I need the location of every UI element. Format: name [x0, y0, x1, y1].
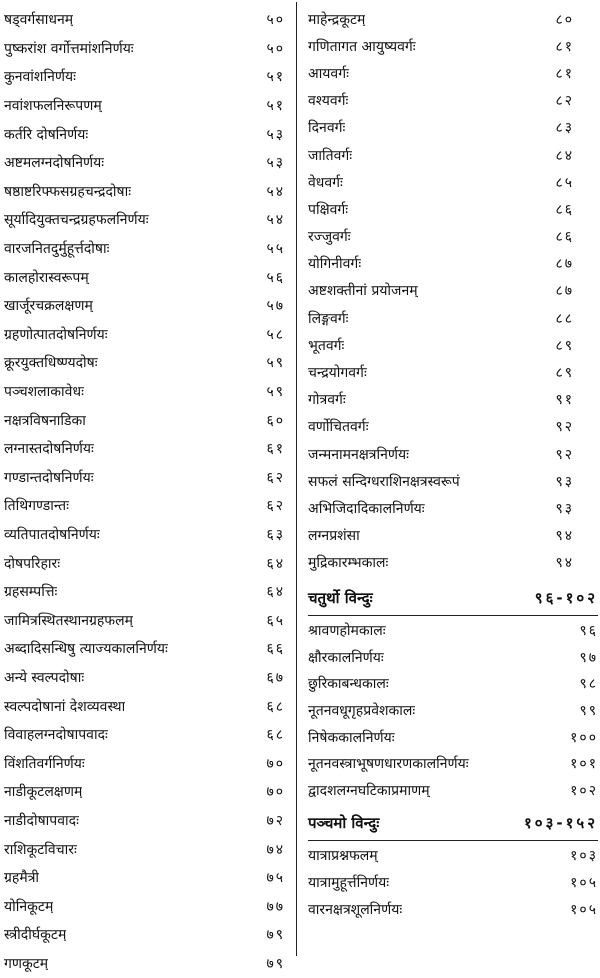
toc-entry-page: १०३	[570, 848, 598, 865]
toc-entry-title: गणकूटम्	[4, 955, 49, 972]
toc-entry-page: ५१	[266, 98, 285, 115]
toc-entry-title: गोत्रवर्गः	[308, 392, 346, 409]
toc-entry-page: ८६	[555, 229, 574, 246]
toc-entry-page: ६६	[266, 641, 285, 658]
toc-entry	[4, 206, 291, 235]
toc-entry	[4, 921, 291, 950]
toc-entry-page: ७२	[266, 812, 285, 829]
toc-entry-page: ८७	[555, 256, 574, 273]
toc-entry-page: ५१	[266, 69, 285, 86]
toc-entry-title: क्षौरकालनिर्णयः	[308, 649, 384, 666]
toc-entry	[308, 645, 598, 672]
toc-entry	[4, 6, 291, 35]
section-divider	[308, 615, 598, 616]
toc-entry-page: ९४	[555, 528, 574, 545]
toc-entry	[308, 441, 598, 468]
toc-entry-page: ६४	[266, 584, 285, 601]
toc-entry	[308, 778, 598, 805]
toc-entry-page: ८१	[555, 38, 574, 55]
contents-right-column	[308, 6, 598, 923]
toc-entry	[4, 635, 291, 664]
toc-entry	[4, 664, 291, 693]
toc-entry	[308, 468, 598, 495]
toc-entry-page: ५५	[266, 241, 285, 258]
toc-entry-title: नूतनवस्त्राभूषणधारणकालनिर्णयः	[308, 756, 469, 773]
toc-entry-title: दोषपरिहारः	[4, 555, 61, 572]
section-page-range: १०३-१५२	[523, 814, 598, 833]
toc-entry	[308, 843, 598, 870]
toc-entry-page: ९७	[579, 649, 598, 666]
section-heading	[308, 585, 598, 611]
toc-entry-title: निषेककालनिर्णयः	[308, 729, 395, 746]
toc-entry	[4, 349, 291, 378]
toc-entry-title: ग्रहसम्पत्तिः	[4, 584, 58, 601]
toc-entry	[308, 332, 598, 359]
toc-entry	[4, 864, 291, 893]
toc-entry-title: कर्तरि दोषनिर्णयः	[4, 126, 89, 143]
toc-entry	[4, 35, 291, 64]
column-divider	[296, 2, 297, 956]
toc-entry-title: विंशतिवर्गनिर्णयः	[4, 755, 85, 772]
toc-entry-title: लग्नप्रशंसा	[308, 528, 360, 545]
toc-entry-title: विवाहलग्नदोषापवादः	[4, 727, 108, 744]
toc-entry-title: मुद्रिकारम्भकालः	[308, 555, 389, 572]
toc-entry-title: नाडीदोषापवादः	[4, 812, 79, 829]
toc-entry	[308, 196, 598, 223]
toc-entry	[308, 724, 598, 751]
toc-entry	[308, 523, 598, 550]
toc-entry-page: ८१	[555, 65, 574, 82]
toc-entry-title: अभिजिदादिकालनिर्णयः	[308, 500, 425, 517]
toc-entry-page: ९४	[555, 555, 574, 572]
toc-entry-title: राशिकूटविचारः	[4, 841, 77, 858]
toc-entry-page: ५८	[266, 326, 285, 343]
toc-entry-title: वेधवर्गः	[308, 174, 343, 191]
toc-entry	[4, 549, 291, 578]
toc-entry	[4, 464, 291, 493]
toc-entry-page: ८०	[555, 11, 574, 28]
toc-entry-title: अब्दादिसन्धिषु त्याज्यकालनिर्णयः	[4, 641, 168, 658]
toc-entry	[4, 778, 291, 807]
toc-entry	[308, 305, 598, 332]
toc-entry	[4, 263, 291, 292]
toc-entry-page: ५३	[266, 155, 285, 172]
toc-entry-title: सफलं सन्दिग्धराशिनक्षत्रस्वरूपं	[308, 473, 460, 490]
toc-entry	[4, 120, 291, 149]
toc-entry-page: ५०	[266, 40, 285, 57]
toc-entry	[4, 492, 291, 521]
toc-entry-title: ग्रहमैत्री	[4, 870, 40, 887]
toc-entry-title: यात्राप्रश्नफलम्	[308, 848, 378, 865]
toc-entry-page: ५४	[266, 212, 285, 229]
toc-entry-page: १०१	[570, 756, 598, 773]
toc-entry-title: नक्षत्रविषनाडिका	[4, 412, 86, 429]
toc-entry-title: श्रावणहोमकालः	[308, 623, 386, 640]
toc-entry-title: स्वल्पदोषानां देशव्यवस्था	[4, 698, 126, 715]
toc-entry	[308, 698, 598, 725]
toc-entry-page: ६४	[266, 555, 285, 572]
section-heading-title: पञ्चमो विन्दुः	[308, 814, 380, 833]
toc-entry	[4, 235, 291, 264]
toc-entry-page: ५४	[266, 183, 285, 200]
toc-entry-title: तिथिगण्डान्तः	[4, 498, 69, 515]
toc-entry-page: ९३	[555, 500, 574, 517]
toc-entry-page: ९८	[579, 676, 598, 693]
toc-entry	[4, 950, 291, 978]
toc-entry-title: जन्मनामनक्षत्रनिर्णयः	[308, 446, 409, 463]
toc-entry	[4, 378, 291, 407]
toc-entry	[308, 142, 598, 169]
toc-entry-title: रज्जुवर्गः	[308, 229, 351, 246]
toc-entry-title: लिङ्गवर्गः	[308, 310, 349, 327]
toc-entry-page: ६२	[266, 469, 285, 486]
toc-entry	[4, 749, 291, 778]
contents-left-column	[4, 6, 291, 978]
toc-entry-page: ५६	[266, 269, 285, 286]
toc-entry-title: जामित्रस्थितस्थानग्रहफलम्	[4, 612, 133, 629]
toc-entry-page: ७०	[266, 755, 285, 772]
toc-entry-title: वश्यवर्गः	[308, 93, 349, 110]
toc-entry-page: ८६	[555, 201, 574, 218]
toc-entry-title: नवांशफलनिरूपणम्	[4, 98, 102, 115]
toc-entry-page: ८४	[555, 147, 574, 164]
toc-entry	[308, 6, 598, 33]
toc-entry-page: ८८	[555, 310, 574, 327]
toc-entry-title: आयवर्गः	[308, 65, 349, 82]
toc-entry-page: १०२	[570, 782, 598, 799]
toc-entry-page: ६५	[266, 612, 285, 629]
toc-entry	[308, 870, 598, 897]
toc-entry-page: ८९	[555, 337, 574, 354]
toc-entry-title: अष्टमलग्नदोषनिर्णयः	[4, 155, 105, 172]
toc-entry-title: षड्वर्गसाधनम्	[4, 12, 74, 29]
toc-entry-page: ६२	[266, 498, 285, 515]
toc-entry-page: ९३	[555, 473, 574, 490]
toc-entry	[4, 606, 291, 635]
toc-entry	[4, 406, 291, 435]
toc-entry	[4, 149, 291, 178]
toc-entry-page: ७०	[266, 784, 285, 801]
toc-entry	[4, 807, 291, 836]
toc-entry-title: नूतनवधूगृहप्रवेशकालः	[308, 703, 416, 720]
toc-entry-page: ८२	[555, 93, 574, 110]
toc-entry-title: सूर्यादियुक्तचन्द्रग्रहफलनिर्णयः	[4, 212, 149, 229]
toc-entry	[4, 835, 291, 864]
toc-entry-title: पुष्करांश वर्गोत्तमांशनिर्णयः	[4, 40, 134, 57]
toc-entry-page: ५०	[266, 12, 285, 29]
toc-entry	[308, 387, 598, 414]
toc-entry	[308, 33, 598, 60]
toc-entry	[308, 359, 598, 386]
toc-entry-page: ७४	[266, 841, 285, 858]
toc-entry	[4, 521, 291, 550]
toc-entry	[308, 550, 598, 577]
toc-entry-page: ८७	[555, 283, 574, 300]
section-heading	[308, 810, 598, 836]
toc-entry-title: अष्टशक्तीनां प्रयोजनम्	[308, 283, 418, 300]
toc-entry-page: ६८	[266, 698, 285, 715]
toc-entry-title: यात्रामुहूर्त्तनिर्णयः	[308, 874, 390, 891]
toc-entry	[308, 115, 598, 142]
toc-entry-page: ६७	[266, 669, 285, 686]
toc-entry-page: १०५	[570, 901, 598, 918]
toc-entry-title: कुनवांशनिर्णयः	[4, 69, 76, 86]
toc-entry-page: १०५	[570, 874, 598, 891]
toc-entry-page: ८३	[555, 120, 574, 137]
toc-entry-title: माहेन्द्रकूटम्	[308, 11, 366, 28]
toc-entry-page: ६०	[266, 412, 285, 429]
toc-entry	[308, 414, 598, 441]
section-page-range: ९६-१०२	[534, 588, 598, 607]
toc-entry-page: ९२	[555, 419, 574, 436]
toc-entry	[4, 721, 291, 750]
toc-entry-title: कालहोरास्वरूपम्	[4, 269, 89, 286]
toc-entry-title: चन्द्रयोगवर्गः	[308, 365, 367, 382]
section-heading-title: चतुर्थो विन्दुः	[308, 588, 373, 607]
toc-entry-page: ७५	[266, 870, 285, 887]
toc-entry-page: ७९	[266, 955, 285, 972]
toc-entry	[4, 178, 291, 207]
toc-entry-page: ५७	[266, 298, 285, 315]
toc-entry	[308, 60, 598, 87]
toc-entry-title: योगिनीवर्गः	[308, 256, 362, 273]
toc-entry	[4, 692, 291, 721]
toc-entry	[4, 892, 291, 921]
toc-entry	[308, 495, 598, 522]
toc-entry-title: भूतवर्गः	[308, 337, 345, 354]
toc-entry	[4, 321, 291, 350]
section-divider	[308, 840, 598, 841]
toc-entry-title: छुरिकाबन्धकालः	[308, 676, 389, 693]
toc-entry-title: अन्ये स्वल्पदोषाः	[4, 669, 85, 686]
toc-entry-title: पक्षिवर्गः	[308, 201, 349, 218]
toc-entry-title: वारजनितदुर्मुहूर्त्तदोषाः	[4, 241, 110, 258]
toc-entry-page: ८५	[555, 174, 574, 191]
toc-entry-page: ५९	[266, 384, 285, 401]
toc-entry	[308, 278, 598, 305]
toc-entry-page: ५३	[266, 126, 285, 143]
toc-entry-page: ६१	[266, 441, 285, 458]
toc-entry-page: ५९	[266, 355, 285, 372]
toc-entry-page: ८९	[555, 365, 574, 382]
toc-entry	[4, 578, 291, 607]
toc-entry	[308, 251, 598, 278]
toc-entry-title: पञ्चशलाकावेधः	[4, 384, 84, 401]
toc-entry-title: व्यतिपातदोषनिर्णयः	[4, 526, 100, 543]
toc-entry-page: १००	[570, 729, 598, 746]
toc-entry-title: षष्ठाष्टरिफ्फसग्रहचन्द्रदोषाः	[4, 183, 132, 200]
toc-entry	[308, 671, 598, 698]
toc-entry-title: जातिवर्गः	[308, 147, 353, 164]
toc-entry	[308, 896, 598, 923]
toc-entry-title: लग्नास्तदोषनिर्णयः	[4, 441, 94, 458]
toc-entry	[4, 292, 291, 321]
toc-entry	[308, 751, 598, 778]
toc-entry-title: योनिकूटम्	[4, 898, 54, 915]
toc-entry-title: क्रूरयुक्तधिष्ण्यदोषः	[4, 355, 98, 372]
toc-entry-page: ६३	[266, 526, 285, 543]
toc-entry	[4, 435, 291, 464]
toc-entry	[4, 63, 291, 92]
toc-entry-title: नाडीकूटलक्षणम्	[4, 784, 83, 801]
toc-entry-title: स्त्रीदीर्घकूटम्	[4, 927, 67, 944]
toc-entry-page: ९६	[579, 623, 598, 640]
toc-entry-title: खार्जूरचक्रलक्षणम्	[4, 298, 93, 315]
toc-entry-page: ९२	[555, 446, 574, 463]
toc-entry-title: गण्डान्तदोषनिर्णयः	[4, 469, 94, 486]
toc-entry-page: ९९	[579, 703, 598, 720]
toc-entry-title: द्वादशलग्नघटिकाप्रमाणम्	[308, 782, 430, 799]
toc-entry-page: ७७	[266, 898, 285, 915]
toc-entry-title: गणितागत आयुष्यवर्गः	[308, 38, 416, 55]
toc-entry-title: ग्रहणोत्पातदोषनिर्णयः	[4, 326, 108, 343]
toc-entry-title: वारनक्षत्रशूलनिर्णयः	[308, 901, 403, 918]
toc-entry-title: वर्णोचितवर्गः	[308, 419, 369, 436]
toc-entry-page: ९१	[555, 392, 574, 409]
toc-entry-page: ७९	[266, 927, 285, 944]
toc-entry-title: दिनवर्गः	[308, 120, 346, 137]
toc-entry	[308, 169, 598, 196]
toc-entry	[308, 618, 598, 645]
toc-entry-page: ६८	[266, 727, 285, 744]
toc-entry	[4, 92, 291, 121]
toc-entry	[308, 88, 598, 115]
toc-entry	[308, 224, 598, 251]
